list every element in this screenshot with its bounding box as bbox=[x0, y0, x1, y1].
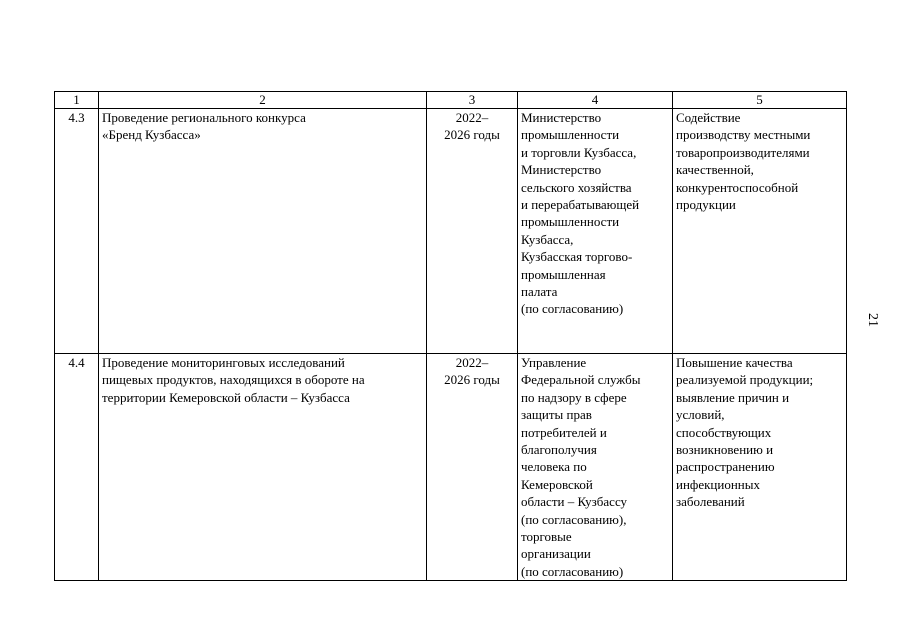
table-row bbox=[55, 354, 847, 581]
column-header-3: 3 bbox=[427, 92, 518, 109]
responsible-executors: Управление Федеральной службы по надзору в сфере защиты прав потребителей и благополучия человека по Кемеровской области – Кузбассу (по согласованию), торговые организации (по согласованию) bbox=[518, 354, 673, 581]
activities-table bbox=[54, 91, 847, 581]
activity-name: Проведение мониторинговых исследований пищевых продуктов, находящихся в обороте на территории Кемеровской области – Кузбасса bbox=[99, 354, 427, 581]
column-header-2: 2 bbox=[99, 92, 427, 109]
implementation-period: 2022– 2026 годы bbox=[427, 109, 518, 354]
row-number: 4.3 bbox=[55, 109, 99, 354]
implementation-period: 2022– 2026 годы bbox=[427, 354, 518, 581]
column-header-1: 1 bbox=[55, 92, 99, 109]
page-number: 21 bbox=[865, 313, 880, 327]
column-header-4: 4 bbox=[518, 92, 673, 109]
table-header-row bbox=[55, 92, 847, 109]
expected-result: Содействие производству местными товаропроизводителями качественной, конкурентоспособной продукции bbox=[673, 109, 847, 354]
expected-result: Повышение качества реализуемой продукции; выявление причин и условий, способствующих возникновению и распространению инфекционных заболеваний bbox=[673, 354, 847, 581]
activity-name: Проведение регионального конкурса «Бренд Кузбасса» bbox=[99, 109, 427, 354]
column-header-5: 5 bbox=[673, 92, 847, 109]
table-row bbox=[55, 109, 847, 354]
responsible-executors: Министерство промышленности и торговли Кузбасса, Министерство сельского хозяйства и перерабатывающей промышленности Кузбасса, Кузбасская торгово- промышленная палата (по согласованию) bbox=[518, 109, 673, 354]
row-number: 4.4 bbox=[55, 354, 99, 581]
